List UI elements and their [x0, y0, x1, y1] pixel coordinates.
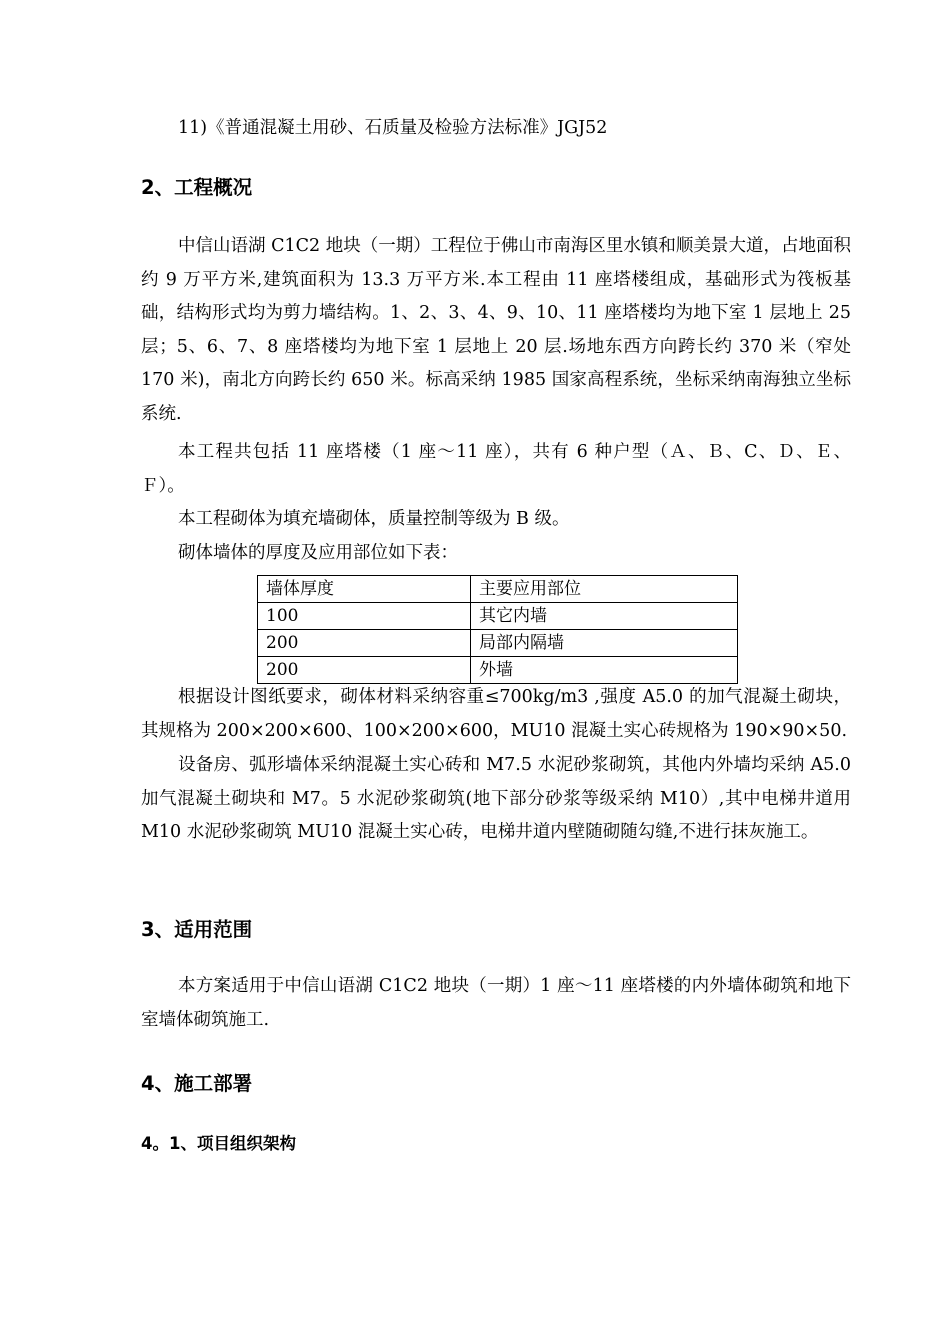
overview-paragraph-5: 根据设计图纸要求，砌体材料采纳容重≤700kg/m3 ,强度 A5.0 的加气混凝土砌块，其规格为 200×200×600、100×200×600，MU10 混凝土实心砖规格为 190×90×50.	[141, 687, 851, 741]
subsection-heading-organization: 4。1、项目组织架构	[141, 1134, 296, 1153]
wall-thickness-table	[257, 575, 738, 684]
overview-paragraph-2: 本工程共包括 11 座塔楼（1 座～11 座），共有 6 种户型（Ａ、Ｂ、C、Ｄ、Ｅ、Ｆ）。	[141, 442, 851, 496]
table-cell: 其它内墙	[471, 603, 738, 630]
reference-item: 11)《普通混凝土用砂、石质量及检验方法标准》JGJ52	[178, 118, 608, 138]
table-header-cell: 主要应用部位	[471, 576, 738, 603]
section-heading-overview: 2、工程概况	[141, 176, 253, 199]
table-cell: 100	[258, 603, 471, 630]
table-header-cell: 墙体厚度	[258, 576, 471, 603]
table-cell: 200	[258, 657, 471, 684]
section-heading-scope: 3、适用范围	[141, 918, 253, 941]
table-row	[258, 603, 738, 630]
table-row	[258, 630, 738, 657]
scope-paragraph: 本方案适用于中信山语湖 C1C2 地块（一期）1 座～11 座塔楼的内外墙体砌筑和地下室墙体砌筑施工.	[141, 976, 851, 1030]
section-heading-deployment: 4、施工部署	[141, 1072, 253, 1095]
table-header-row	[258, 576, 738, 603]
overview-paragraph-1: 中信山语湖 C1C2 地块（一期）工程位于佛山市南海区里水镇和顺美景大道，占地面积约 9 万平方米,建筑面积为 13.3 万平方米.本工程由 11 座塔楼组成，基础形式为筏板基础，结构形式均为剪力墙结构。1、2、3、4、9、10、11 座塔楼均为地下室 1 层地上 25 层；5、6、7、8 座塔楼均为地下室 1 层地上 20 层.场地东西方向跨长约 370 米（窄处 170 米)，南北方向跨长约 650 米。标高采纳 1985 国家高程系统，坐标采纳南海独立坐标系统.	[141, 236, 851, 424]
table-cell: 200	[258, 630, 471, 657]
table-cell: 外墙	[471, 657, 738, 684]
overview-paragraph-6: 设备房、弧形墙体采纳混凝土实心砖和 M7.5 水泥砂浆砌筑，其他内外墙均采纳 A5.0 加气混凝土砌块和 M7。5 水泥砂浆砌筑(地下部分砂浆等级采纳 M10）,其中电梯井道用 M10 水泥砂浆砌筑 MU10 混凝土实心砖，电梯井道内壁随砌随勾缝,不进行抹灰施工。	[141, 755, 851, 842]
overview-paragraph-3: 本工程砌体为填充墙砌体，质量控制等级为 B 级。	[178, 509, 570, 529]
table-cell: 局部内隔墙	[471, 630, 738, 657]
table-row	[258, 657, 738, 684]
overview-paragraph-4: 砌体墙体的厚度及应用部位如下表：	[178, 543, 458, 563]
